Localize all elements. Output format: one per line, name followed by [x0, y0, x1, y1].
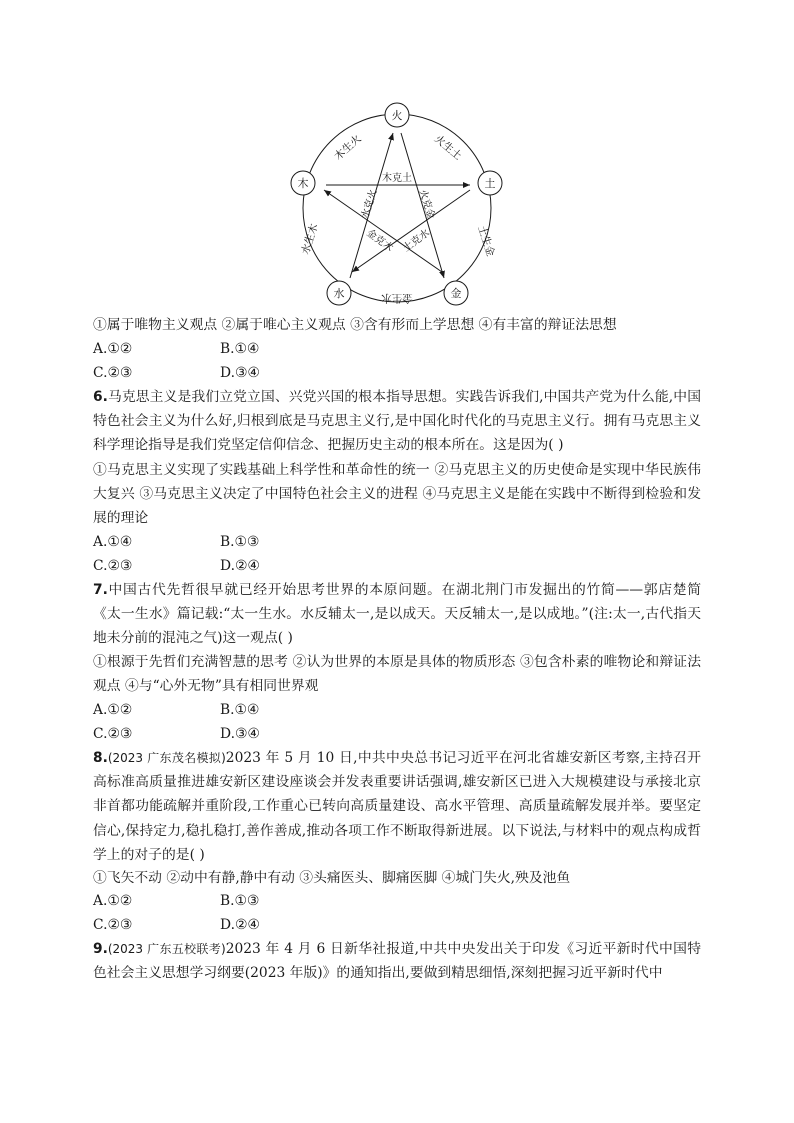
q6-option-b: B.①③: [220, 534, 260, 550]
q9-number: 9.: [93, 941, 108, 957]
q8-statements: ①飞矢不动 ②动中有静,静中有动 ③头痛医头、脚痛医脚 ④城门失火,殃及池鱼: [93, 870, 571, 886]
svg-text:水: 水: [333, 287, 345, 300]
node-earth: [478, 171, 502, 195]
label-fire-overcomes-metal: 火克金: [416, 188, 437, 221]
q6-option-c: C.②③: [93, 558, 133, 574]
q9-stem: [93, 937, 701, 985]
svg-text:土: 土: [484, 177, 496, 190]
q5-option-d: D.③④: [220, 365, 260, 381]
q6-option-a: A.①④: [93, 534, 133, 550]
q8-stem: [93, 746, 701, 867]
q7-statements: ①根源于先哲们充满智慧的思考 ②认为世界的本原是具体的物质形态 ③包含朴素的唯物论和辩证法观点 ④与“心外无物”具有相同世界观: [93, 654, 701, 695]
q6-statements: ①马克思主义实现了实践基础上科学性和革命性的统一 ②马克思主义的历史使命是实现中华民族伟大复兴 ③马克思主义决定了中国特色社会主义的进程 ④马克思主义是能在实践中不断得到检验和发展的理论: [93, 462, 701, 527]
svg-text:火: 火: [391, 109, 403, 122]
q6-stem: [93, 385, 701, 458]
node-metal: [444, 281, 468, 305]
q6-option-d: D.②④: [220, 558, 260, 574]
label-metal-overcomes-wood: 金克木: [364, 227, 395, 255]
q9-stem-text: 2023 年 4 月 6 日新华社报道,中共中央发出关于印发《习近平新时代中国特色社会主义思想学习纲要(2023 年版)》的通知指出,要做到精思细悟,深刻把握习近平新时代中: [93, 941, 701, 982]
label-water-generates-wood: 水生木: [299, 222, 321, 256]
node-fire: [385, 103, 409, 127]
q8-option-a: A.①②: [93, 893, 133, 909]
q7-option-c: C.②③: [93, 726, 133, 742]
q8-option-d: D.②④: [220, 917, 260, 933]
five-elements-diagram: [0, 0, 794, 312]
q5-option-b: B.①④: [220, 341, 260, 357]
q8-number: 8.: [93, 750, 108, 766]
label-wood-overcomes-earth: 木克土: [382, 173, 412, 184]
q7-number: 7.: [93, 582, 108, 598]
node-wood: [291, 171, 315, 195]
outer-cycle-circle: [303, 114, 491, 302]
q6-number: 6.: [93, 389, 108, 405]
node-water: [327, 281, 351, 305]
q8-source: (2023 广东茂名模拟): [107, 751, 226, 765]
q8-option-c: C.②③: [93, 917, 133, 933]
q7-option-d: D.③④: [220, 726, 260, 742]
q8-stem-text: 2023 年 5 月 10 日,中共中央总书记习近平在河北省雄安新区考察,主持召开高标准高质量推进雄安新区建设座谈会并发表重要讲话强调,雄安新区已进入大规模建设与承接北京非首都功能疏解并重阶段,工作重心已转向高质量建设、高水平管理、高质量疏解发展并举。要坚定信心,保持定力,稳扎稳打,善作善成,推动各项工作不断取得新进展。以下说法,与材料中的观点构成哲学上的对子的是( ): [93, 750, 701, 863]
label-wood-generates-fire: 木生火: [332, 132, 364, 163]
q7-option-b: B.①④: [220, 702, 260, 718]
q7-stem: [93, 578, 701, 651]
svg-text:木: 木: [297, 177, 309, 190]
label-earth-overcomes-water: 土克水: [401, 227, 432, 255]
svg-text:金: 金: [450, 287, 462, 300]
q5-statements: ①属于唯物主义观点 ②属于唯心主义观点 ③含有形而上学思想 ④有丰富的辩证法思想: [93, 317, 617, 333]
q8-option-b: B.①③: [220, 893, 260, 909]
label-fire-generates-earth: 火生土: [432, 132, 464, 163]
q6-stem-text: 马克思主义是我们立党立国、兴党兴国的根本指导思想。实践告诉我们,中国共产党为什么能,中国特色社会主义为什么好,归根到底是马克思主义行,是中国化时代化的马克思主义行。拥有马克思主义科学理论指导是我们党坚定信仰信念、把握历史主动的根本所在。这是因为( ): [93, 389, 701, 454]
q5-option-c: C.②③: [93, 365, 133, 381]
label-water-overcomes-fire: 水克火: [359, 188, 380, 221]
q5-option-a: A.①②: [93, 341, 133, 357]
q9-source: (2023 广东五校联考): [107, 942, 226, 956]
label-metal-generates-water: 金生水: [381, 292, 413, 304]
q7-stem-text: 中国古代先哲很早就已经开始思考世界的本原问题。在湖北荆门市发掘出的竹简——郭店楚简《太一生水》篇记载:“太一生水。水反辅太一,是以成天。天反辅太一,是以成地。”(注:太一,古代指天地未分前的混沌之气)这一观点( ): [93, 582, 701, 647]
q7-option-a: A.①②: [93, 702, 133, 718]
label-earth-generates-metal: 土生金: [475, 224, 497, 258]
